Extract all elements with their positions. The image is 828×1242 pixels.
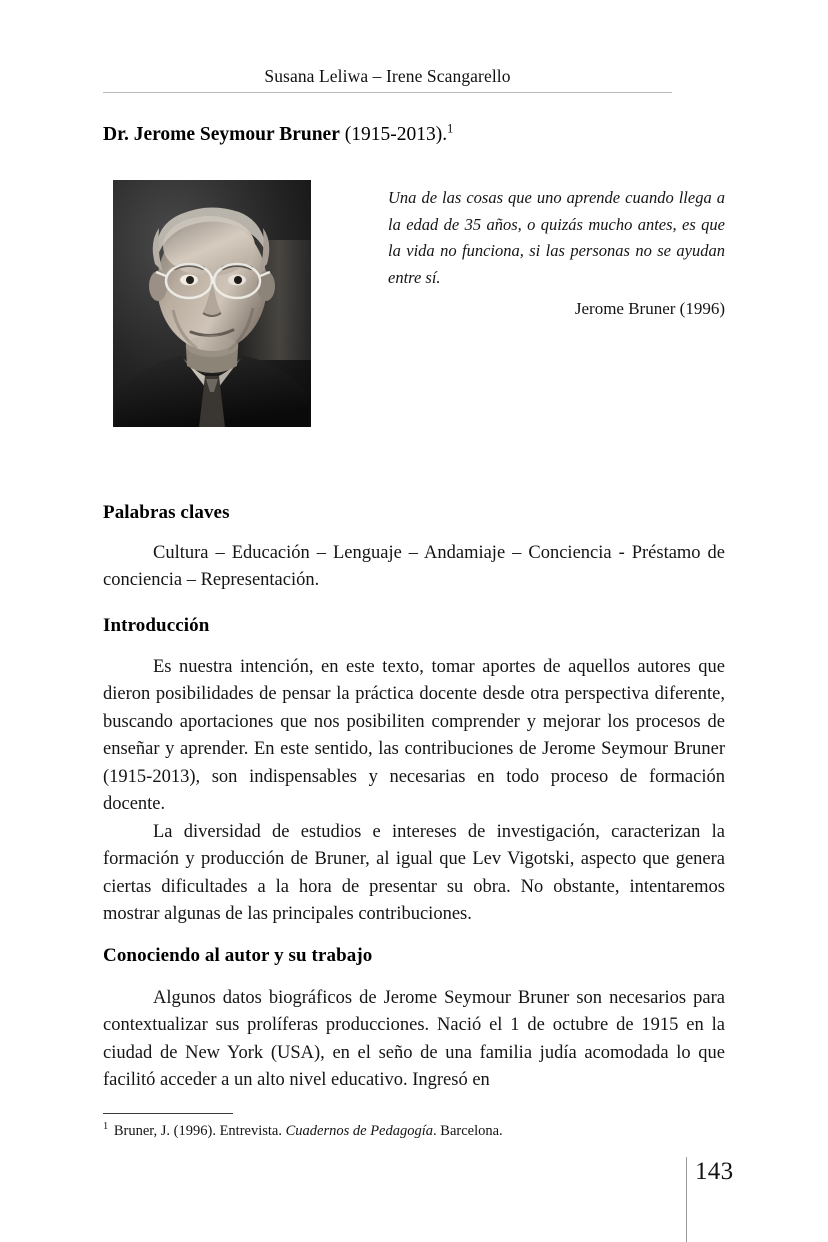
section-introduccion	[103, 615, 725, 637]
page-number: 143	[695, 1158, 734, 1185]
footnote-marker-title: 1	[447, 121, 454, 136]
section-heading-palabras-claves: Palabras claves	[103, 502, 230, 523]
page-title-dates: (1915-2013).	[339, 124, 448, 145]
intro-paragraph-1-wrap	[103, 654, 725, 819]
page-title	[103, 121, 725, 146]
author-paragraph-1: Algunos datos biográficos de Jerome Seymour Bruner son necesarios para contextualizar sus prolíferas producciones. Nació el 1 de octubre de 1915 en la ciudad de New York (USA), en el seño de una familia judía acomodada lo que facilitó acceder a un alto nivel educativo. Ingresó en	[103, 988, 725, 1091]
footnote-text-after: . Barcelona.	[433, 1123, 503, 1139]
intro-paragraph-2-wrap	[103, 819, 725, 929]
intro-paragraph-2: La diversidad de estudios e intereses de investigación, caracterizan la formación y producción de Bruner, al igual que Lev Vigotski, aspecto que genera ciertas dificultades a la hora de presentar su obra. No obstante, intentaremos mostrar algunas de las principales contribuciones.	[103, 822, 725, 925]
epigraph-attribution: Jerome Bruner (1996)	[574, 298, 725, 318]
folio-divider	[686, 1157, 687, 1242]
epigraph-quote: Una de las cosas que uno aprende cuando llega a la edad de 35 años, o quizás mucho antes, es que la vida no funciona, si las personas no se ayudan entre sí.	[388, 188, 725, 288]
author-paragraph-1-wrap	[103, 985, 725, 1095]
footnote-marker: 1	[103, 1121, 109, 1133]
portrait-image	[113, 180, 311, 427]
section-heading-conociendo-al-autor: Conociendo al autor y su trabajo	[103, 945, 373, 966]
keywords-paragraph: Cultura – Educación – Lenguaje – Andamiaje – Conciencia - Préstamo de conciencia – Representación.	[103, 543, 725, 591]
section-conociendo-al-autor	[103, 945, 725, 967]
running-head: Susana Leliwa – Irene Scangarello	[264, 66, 511, 86]
section-palabras-claves	[103, 502, 725, 524]
epigraph	[388, 185, 725, 319]
footnote-separator	[103, 1113, 233, 1114]
footnote-text-before: Bruner, J. (1996). Entrevista.	[110, 1123, 286, 1139]
intro-paragraph-1: Es nuestra intención, en este texto, tomar aportes de aquellos autores que dieron posibilidades de pensar la práctica docente desde otra perspectiva diferente, buscando aportaciones que nos posibiliten comprender y mejorar los procesos de enseñar y aprender. En este sentido, las contribuciones de Jerome Seymour Bruner (1915-2013), son indispensables y necesarias en todo proceso de formación docente.	[103, 657, 725, 815]
keywords-paragraph-wrap	[103, 540, 725, 595]
footnote-source-title: Cuadernos de Pedagogía	[285, 1123, 434, 1139]
page-title-name: Dr. Jerome Seymour Bruner	[103, 124, 340, 145]
footnote	[103, 1122, 725, 1142]
portrait-photo	[113, 180, 311, 427]
section-heading-introduccion: Introducción	[103, 615, 210, 636]
header-divider	[103, 92, 672, 93]
